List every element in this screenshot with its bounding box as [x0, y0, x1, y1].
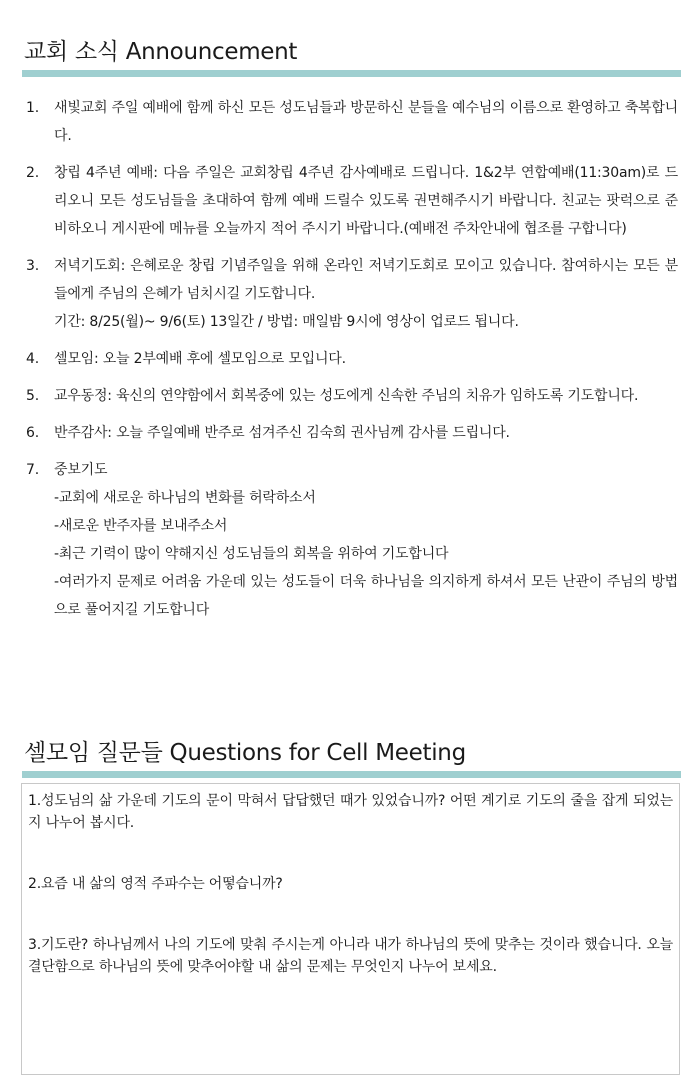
announcement-item: [24, 94, 678, 150]
prayer-request: -여러가지 문제로 어려움 가운데 있는 성도들이 더욱 하나님을 의지하게 하셔서 모든 난관이 주님의 방법으로 풀어지길 기도합니다: [54, 574, 678, 618]
announcement-text: 새빛교회 주일 예배에 함께 하신 모든 성도님들과 방문하신 분들을 예수님의 이름으로 환영하고 축복합니다.: [54, 100, 678, 144]
announcement-number: 2.: [26, 165, 39, 181]
announcements-list: [24, 94, 678, 633]
cell-meeting-title: 셀모임 질문들 Questions for Cell Meeting: [24, 740, 466, 766]
announcements-title: 교회 소식 Announcement: [24, 39, 298, 65]
cell-question: 2.요즘 내 삶의 영적 주파수는 어떻습니까?: [28, 876, 283, 892]
announcement-number: 1.: [26, 100, 39, 116]
announcements-divider: [22, 70, 681, 77]
cell-question: 1.성도님의 삶 가운데 기도의 문이 막혀서 답답했던 때가 있었습니까? 어떤 계기로 기도의 줄을 잡게 되었는지 나누어 봅시다.: [28, 793, 673, 831]
announcement-item: [24, 159, 678, 243]
announcement-text: 중보기도: [54, 462, 108, 478]
announcement-item: [24, 382, 678, 410]
announcement-text: 셀모임: 오늘 2부예배 후에 셀모임으로 모입니다.: [54, 351, 346, 367]
announcement-text: 교우동정: 육신의 연약함에서 회복중에 있는 성도에게 신속한 주님의 치유가 임하도록 기도합니다.: [54, 388, 639, 404]
announcement-text: 창립 4주년 예배: 다음 주일은 교회창립 4주년 감사예배로 드립니다. 1&2부 연합예배(11:30am)로 드리오니 모든 성도님들을 초대하여 함께 예배 드릴수 있도록 권면해주시기 바랍니다. 친교는 팟럭으로 준비하오니 게시판에 메뉴를 오늘까지 적어 주시기 바랍니다.(예배전 주차안내에 협조를 구합니다): [54, 165, 678, 237]
announcement-item: [24, 456, 678, 624]
announcement-item: [24, 252, 678, 336]
announcement-text: 반주감사: 오늘 주일예배 반주로 섬겨주신 김숙희 권사님께 감사를 드립니다.: [54, 425, 510, 441]
announcement-item: [24, 345, 678, 373]
cell-meeting-divider: [22, 771, 681, 778]
cell-question: 3.기도란? 하나님께서 나의 기도에 맞춰 주시는게 아니라 내가 하나님의 뜻에 맞추는 것이라 했습니다. 오늘 결단함으로 하나님의 뜻에 맞추어야할 내 삶의 문제는 무엇인지 나누어 보세요.: [28, 937, 673, 975]
announcement-number: 5.: [26, 388, 39, 404]
prayer-request: -교회에 새로운 하나님의 변화를 허락하소서: [54, 490, 316, 506]
announcement-number: 7.: [26, 462, 39, 478]
announcement-text: 저녁기도회: 은혜로운 창립 기념주일을 위해 온라인 저녁기도회로 모이고 있습니다. 참여하시는 모든 분들에게 주님의 은혜가 넘치시길 기도합니다.: [54, 258, 678, 302]
announcement-number: 6.: [26, 425, 39, 441]
announcement-number: 3.: [26, 258, 39, 274]
prayer-request: -최근 기력이 많이 약해지신 성도님들의 회복을 위하여 기도합니다: [54, 546, 449, 562]
announcement-schedule: 기간: 8/25(월)~ 9/6(토) 13일간 / 방법: 매일밤 9시에 영상이 업로드 됩니다.: [54, 314, 519, 330]
announcement-item: [24, 419, 678, 447]
announcement-number: 4.: [26, 351, 39, 367]
prayer-request: -새로운 반주자를 보내주소서: [54, 518, 228, 534]
cell-questions-box: [21, 783, 680, 1075]
